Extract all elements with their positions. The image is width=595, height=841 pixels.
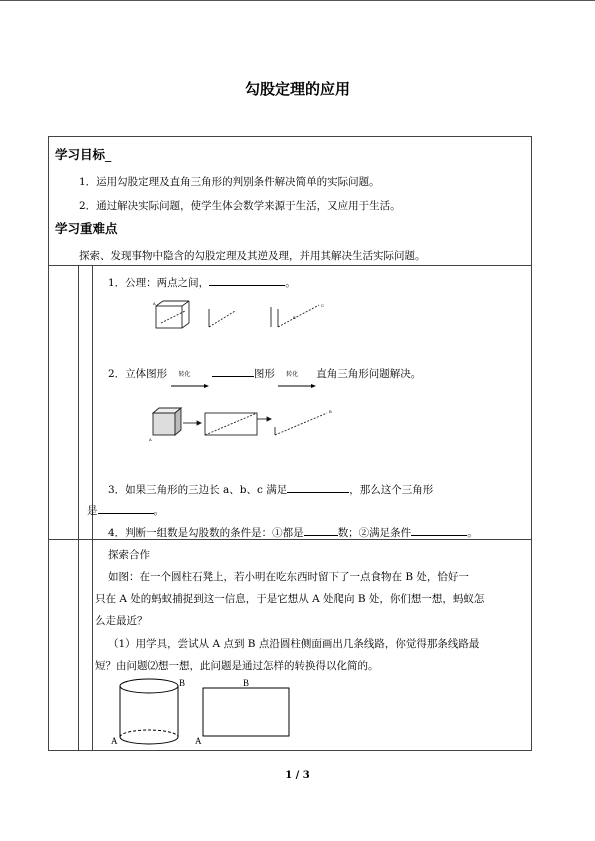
label-a: A bbox=[153, 301, 156, 306]
label-b: B bbox=[293, 315, 296, 320]
answer-blank[interactable] bbox=[304, 525, 338, 536]
label-b: B bbox=[243, 678, 250, 688]
explore-heading: 探索合作 bbox=[108, 549, 150, 561]
cube-path-figure bbox=[153, 299, 353, 339]
answer-blank[interactable] bbox=[212, 366, 254, 377]
lesson-table bbox=[48, 136, 532, 751]
label-a: A bbox=[149, 437, 152, 442]
page-number: 1 / 3 bbox=[285, 770, 310, 781]
column-divider bbox=[78, 265, 79, 750]
cylinder-figure bbox=[111, 677, 311, 747]
label-a: A bbox=[111, 736, 118, 746]
explore-paragraph: 短？由问题⑵想一想，此问题是通过怎样的转换得以化简的。 bbox=[95, 660, 379, 672]
keypoints-heading: 学习重难点 bbox=[55, 221, 118, 236]
box-transform-figure bbox=[145, 405, 345, 445]
explore-paragraph: 只在 A 处的蚂蚁捕捉到这一信息，于是它想从 A 处爬向 B 处，你们想一想，蚂蚁怎 bbox=[95, 593, 485, 605]
question-4: 4．判断一组数是勾股数的条件是：①都是 数；②满足条件 。 bbox=[108, 527, 478, 539]
answer-blank[interactable] bbox=[209, 275, 285, 286]
question-1: 1．公理：两点之间， 。 bbox=[108, 277, 296, 289]
objective-item: 2．通过解决实际问题，使学生体会数学来源于生活，又应用于生活。 bbox=[79, 200, 401, 212]
objective-item: 1．运用勾股定理及直角三角形的判别条件解决简单的实际问题。 bbox=[79, 176, 380, 188]
answer-blank[interactable] bbox=[98, 503, 154, 514]
explore-paragraph: （1）用学具，尝试从 A 点到 B 点沿圆柱侧面画出几条线路，你觉得那条线路最 bbox=[108, 638, 480, 650]
question-3-cont: 是 。 bbox=[87, 505, 164, 517]
answer-blank[interactable] bbox=[411, 525, 467, 536]
keypoints-text: 探索、发现事物中隐含的勾股定理及其逆及理，并用其解决生活实际问题。 bbox=[79, 250, 426, 262]
label-b: B bbox=[179, 678, 186, 688]
label-b: B bbox=[329, 409, 332, 414]
page-title: 勾股定理的应用 bbox=[244, 80, 350, 98]
label-a: A bbox=[195, 736, 202, 746]
explore-paragraph: 么走最近？ bbox=[95, 615, 148, 627]
question-2: 2．立体图形 转化 图形 转化 直角三角形问题解决。 bbox=[108, 366, 421, 381]
question-3: 3．如果三角形的三边长 a、b、c 满足 ，那么这个三角形 bbox=[108, 484, 434, 496]
page-top-rule bbox=[0, 0, 595, 1]
label-c: C bbox=[321, 303, 324, 308]
explore-paragraph: 如图：在一个圆柱石凳上，若小明在吃东西时留下了一点食物在 B 处，恰好一 bbox=[108, 571, 469, 583]
objectives-heading: 学习目标_ bbox=[55, 147, 112, 162]
row-divider bbox=[49, 265, 531, 266]
answer-blank[interactable] bbox=[287, 482, 349, 493]
